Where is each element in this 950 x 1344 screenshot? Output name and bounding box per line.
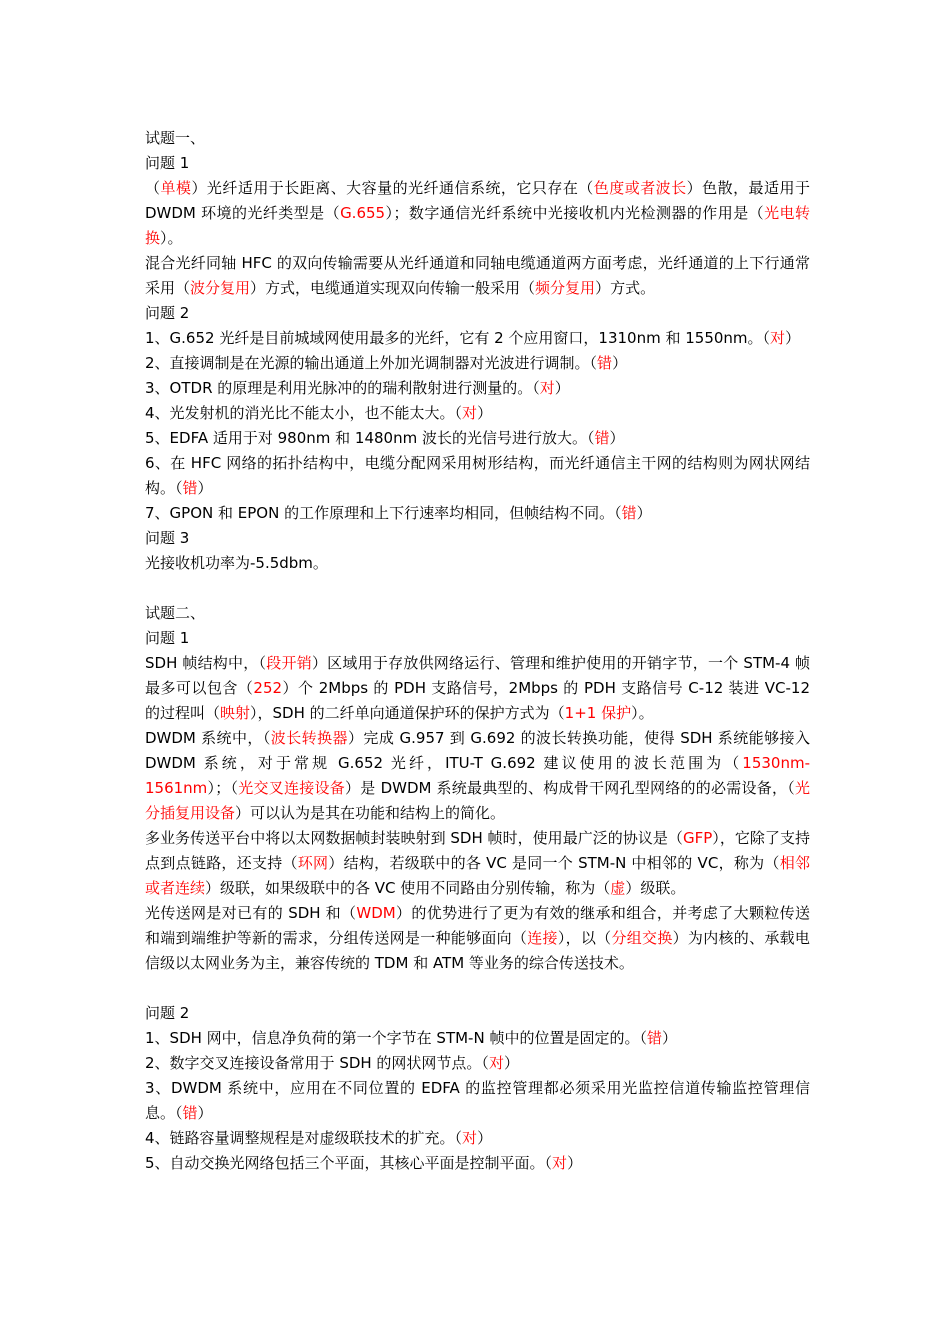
paragraph (145, 326, 810, 351)
body-text: 5、EDFA 适用于对 980nm 和 1480nm 波长的光信号进行放大。（ (145, 429, 595, 447)
body-text: ）为内核的、承载电信级以太网业务为主，兼容传统的 TDM 和 ATM 等业务的综合传送技术。 (145, 929, 810, 972)
answer-text: 相邻或者连续 (145, 854, 810, 897)
answer-text: 对 (488, 1054, 504, 1072)
body-text: 问题 1 (145, 629, 190, 647)
paragraph (145, 1151, 810, 1176)
body-text: ） (477, 1129, 493, 1147)
body-text: ），以（ (557, 929, 612, 947)
answer-text: 对 (539, 379, 555, 397)
body-text: 3、DWDM 系统中，应用在不同位置的 EDFA 的监控管理都必须采用光监控信道传输监控管理信息。（ (145, 1079, 810, 1122)
answer-text: 光分插复用设备 (145, 779, 810, 822)
body-text: 2、数字交叉连接设备常用于 SDH 的网状网节点。（ (145, 1054, 489, 1072)
paragraph (145, 426, 810, 451)
answer-text: 波长转换器 (270, 729, 348, 747)
answer-text: 1530nm-1561nm (145, 754, 810, 797)
answer-text: 252 (253, 679, 283, 697)
body-text: ）方式，电缆通道实现双向传输一般采用（ (250, 279, 536, 297)
body-text: ）个 2Mbps 的 PDH 支路信号，2Mbps 的 PDH 支路信号 C-12 装进 VC-12 的过程叫（ (145, 679, 810, 722)
body-text: ） (197, 479, 213, 497)
answer-text: 错 (182, 1104, 198, 1122)
answer-text: 对 (552, 1154, 568, 1172)
paragraph (145, 1026, 810, 1051)
body-text: 混合光纤同轴 HFC 的双向传输需要从光纤通道和同轴电缆通道两方面考虑，光纤通道的上下行通常采用（ (145, 254, 810, 297)
body-text: SDH 帧结构中，（ (145, 654, 267, 672)
answer-text: 环网 (297, 854, 329, 872)
blank-line (145, 976, 810, 1001)
body-text: 2、直接调制是在光源的输出通道上外加光调制器对光波进行调制。（ (145, 354, 598, 372)
body-text: 问题 1 (145, 154, 190, 172)
body-text: ）；数字通信光纤系统中光接收机内光检测器的作用是（ (385, 204, 765, 222)
body-text: ） (477, 404, 493, 422)
answer-text: 错 (646, 1029, 662, 1047)
body-text: ）结构，若级联中的各 VC 是同一个 STM-N 中相邻的 VC，称为（ (328, 854, 780, 872)
paragraph (145, 451, 810, 501)
body-text: 试题一、 (145, 129, 206, 147)
paragraph (145, 151, 810, 176)
blank-line (145, 576, 810, 601)
document-body (145, 126, 810, 1176)
body-text: ）的优势进行了更为有效的继承和组合，并考虑了大颗粒传送和端到端维护等新的需求，分组传送网是一种能够面向（ (145, 904, 810, 947)
paragraph (145, 1076, 810, 1126)
paragraph (145, 901, 810, 976)
body-text: ）色散，最适用于 DWDM 环境的光纤类型是（ (145, 179, 810, 222)
paragraph (145, 401, 810, 426)
body-text: ），SDH 的二纤单向通道保护环的保护方式为（ (250, 704, 565, 722)
body-text: ） (636, 504, 652, 522)
answer-text: 错 (621, 504, 637, 522)
answer-text: 对 (770, 329, 786, 347)
answer-text: 单模 (160, 179, 192, 197)
body-text: ）。 (160, 229, 183, 247)
body-text: ）是 DWDM 系统最典型的、构成骨干网孔型网络的的必需设备，（ (345, 779, 795, 797)
answer-text: 对 (462, 404, 478, 422)
body-text: ）完成 G.957 到 G.692 的波长转换功能，使得 SDH 系统能够接入 DWDM 系统，对于常规 G.652 光纤，ITU-T G.692 建议使用的波长范围为（ (145, 729, 810, 772)
body-text: 4、光发射机的消光比不能太小，也不能太大。（ (145, 404, 463, 422)
body-text: 1、G.652 光纤是目前城域网使用最多的光纤，它有 2 个应用窗口，1310nm 和 1550nm。（ (145, 329, 771, 347)
body-text: 多业务传送平台中将以太网数据帧封装映射到 SDH 帧时，使用最广泛的协议是（ (145, 829, 683, 847)
body-text: 6、在 HFC 网络的拓扑结构中，电缆分配网采用树形结构，而光纤通信主干网的结构则为网状网结构。（ (145, 454, 810, 497)
body-text: ） (503, 1054, 519, 1072)
body-text: ）。 (631, 704, 654, 722)
body-text: ）方式。 (595, 279, 656, 297)
paragraph (145, 601, 810, 626)
body-text: 问题 3 (145, 529, 190, 547)
answer-text: 对 (462, 1129, 478, 1147)
body-text: ）；（ (207, 779, 239, 797)
body-text: 5、自动交换光网络包括三个平面，其核心平面是控制平面。（ (145, 1154, 553, 1172)
body-text: 4、链路容量调整规程是对虚级联技术的扩充。（ (145, 1129, 463, 1147)
answer-text: 段开销 (266, 654, 312, 672)
answer-text: 波分复用 (190, 279, 251, 297)
body-text: 1、SDH 网中，信息净负荷的第一个字节在 STM-N 帧中的位置是固定的。（ (145, 1029, 647, 1047)
body-text: ）区域用于存放供网络运行、管理和维护使用的开销字节，一个 STM-4 帧最多可以包含（ (145, 654, 811, 697)
paragraph (145, 1051, 810, 1076)
body-text: 3、OTDR 的原理是利用光脉冲的的瑞利散射进行测量的。（ (145, 379, 540, 397)
body-text: ）光纤适用于长距离、大容量的光纤通信系统，它只存在（ (191, 179, 594, 197)
paragraph (145, 376, 810, 401)
body-text: （ (145, 179, 161, 197)
paragraph (145, 726, 810, 826)
body-text: ） (612, 354, 628, 372)
body-text: ） (197, 1104, 213, 1122)
answer-text: 光电转换 (145, 204, 810, 247)
answer-text: 连接 (527, 929, 558, 947)
body-text: ）级联，如果级联中的各 VC 使用不同路由分别传输，称为（ (205, 879, 611, 897)
answer-text: 色度或者波长 (593, 179, 687, 197)
body-text: ） (554, 379, 570, 397)
body-text: 试题二、 (145, 604, 206, 622)
answer-text: 分组交换 (611, 929, 673, 947)
body-text: 光传送网是对已有的 SDH 和（ (145, 904, 357, 922)
answer-text: 虚 (610, 879, 626, 897)
answer-text: 错 (594, 429, 610, 447)
body-text: 光接收机功率为-5.5dbm。 (145, 554, 328, 572)
paragraph (145, 176, 810, 251)
body-text: 问题 2 (145, 304, 190, 322)
paragraph (145, 351, 810, 376)
paragraph (145, 551, 810, 576)
answer-text: G.655 (340, 204, 386, 222)
paragraph (145, 251, 810, 301)
paragraph (145, 826, 810, 901)
paragraph (145, 526, 810, 551)
body-text: 问题 2 (145, 1004, 190, 1022)
paragraph (145, 626, 810, 651)
body-text: ）可以认为是其在功能和结构上的简化。 (235, 804, 506, 822)
answer-text: 光交叉连接设备 (238, 779, 346, 797)
body-text: ） (567, 1154, 583, 1172)
answer-text: 错 (182, 479, 198, 497)
paragraph (145, 651, 810, 726)
answer-text: 错 (597, 354, 613, 372)
paragraph (145, 301, 810, 326)
body-text: ），它除了支持点到点链路，还支持（ (145, 829, 810, 872)
paragraph (145, 126, 810, 151)
body-text: 7、GPON 和 EPON 的工作原理和上下行速率均相同，但帧结构不同。（ (145, 504, 622, 522)
paragraph (145, 501, 810, 526)
body-text: ） (661, 1029, 677, 1047)
answer-text: GFP (682, 829, 713, 847)
body-text: ）级联。 (625, 879, 686, 897)
answer-text: 映射 (220, 704, 251, 722)
answer-text: WDM (356, 904, 396, 922)
body-text: ） (785, 329, 801, 347)
body-text: ） (609, 429, 625, 447)
body-text: DWDM 系统中，（ (145, 729, 271, 747)
paragraph (145, 1001, 810, 1026)
paragraph (145, 1126, 810, 1151)
answer-text: 1+1 保护 (564, 704, 632, 722)
answer-text: 频分复用 (535, 279, 596, 297)
